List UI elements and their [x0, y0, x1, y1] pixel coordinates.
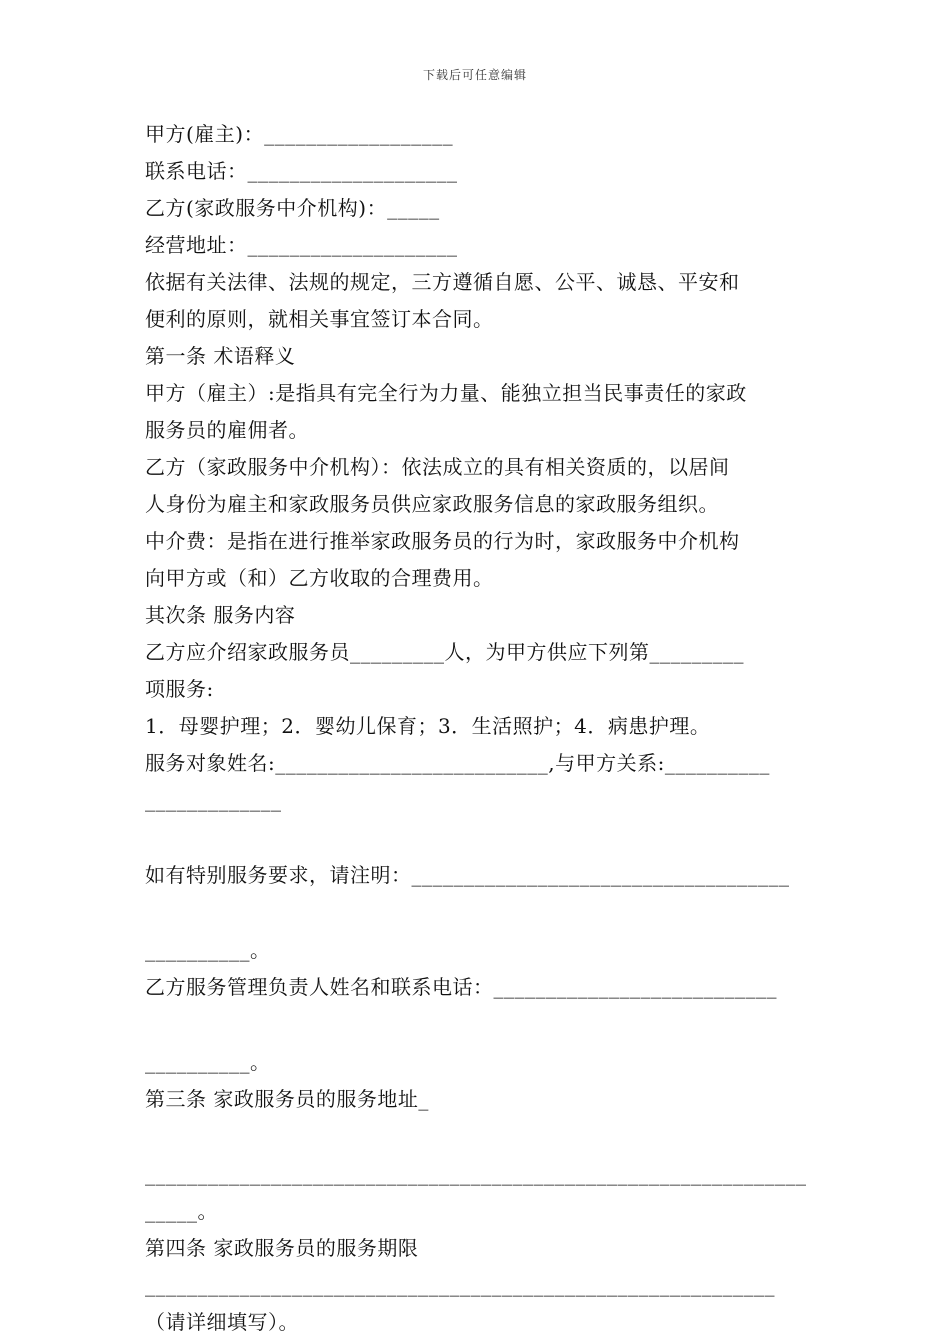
definition-party-b-1: 乙方（家政服务中介机构）：依法成立的具有相关资质的，以居间	[145, 455, 730, 479]
article-3-heading: 第三条 家政服务员的服务地址_	[145, 1087, 429, 1111]
service-count-line: 乙方应介绍家政服务员_________人，为甲方供应下列第_________	[145, 640, 744, 664]
service-period-note: （请详细填写）。	[145, 1310, 299, 1334]
party-a-field: 甲方(雇主)：__________________	[145, 122, 454, 146]
service-address-blank-cont: _____。	[145, 1199, 218, 1223]
special-requirements-field: 如有特别服务要求，请注明：____________________________________	[145, 863, 790, 887]
article-1-heading: 第一条 术语释义	[145, 344, 296, 368]
manager-contact-field-cont: __________。	[145, 1050, 271, 1074]
special-requirements-field-cont: __________。	[145, 938, 271, 962]
contract-body	[145, 116, 810, 1341]
service-items-label: 项服务:	[145, 677, 214, 701]
article-4-heading: 第四条 家政服务员的服务期限	[145, 1236, 419, 1260]
service-address-blank: _______________________________________________________________	[145, 1162, 807, 1186]
service-period-blank: ____________________________________________________________	[145, 1273, 775, 1297]
preamble-line-2: 便利的原则，就相关事宜签订本合同。	[145, 307, 494, 331]
service-options: 1．母婴护理；2．婴幼儿保育；3．生活照护；4．病患护理。	[145, 714, 711, 738]
definition-fee-1: 中介费：是指在进行推举家政服务员的行为时，家政服务中介机构	[145, 529, 740, 553]
definition-fee-2: 向甲方或（和）乙方收取的合理费用。	[145, 566, 494, 590]
preamble-line-1: 依据有关法律、法规的规定，三方遵循自愿、公平、诚恳、平安和	[145, 270, 740, 294]
article-2-heading: 其次条 服务内容	[145, 603, 296, 627]
phone-field: 联系电话：____________________	[145, 159, 458, 183]
definition-party-a-2: 服务员的雇佣者。	[145, 418, 309, 442]
definition-party-b-2: 人身份为雇主和家政服务员供应家政服务信息的家政服务组织。	[145, 492, 719, 516]
page-header: 下载后可任意编辑	[422, 68, 527, 82]
manager-contact-field: 乙方服务管理负责人姓名和联系电话：___________________________	[145, 975, 777, 999]
party-b-field: 乙方(家政服务中介机构)：_____	[145, 196, 440, 220]
service-recipient-field-cont: _____________	[145, 788, 282, 812]
address-field: 经营地址：____________________	[145, 233, 458, 257]
service-recipient-field: 服务对象姓名:__________________________,与甲方关系:__________	[145, 751, 770, 775]
definition-party-a-1: 甲方（雇主）:是指具有完全行为力量、能独立担当民事责任的家政	[145, 381, 747, 405]
